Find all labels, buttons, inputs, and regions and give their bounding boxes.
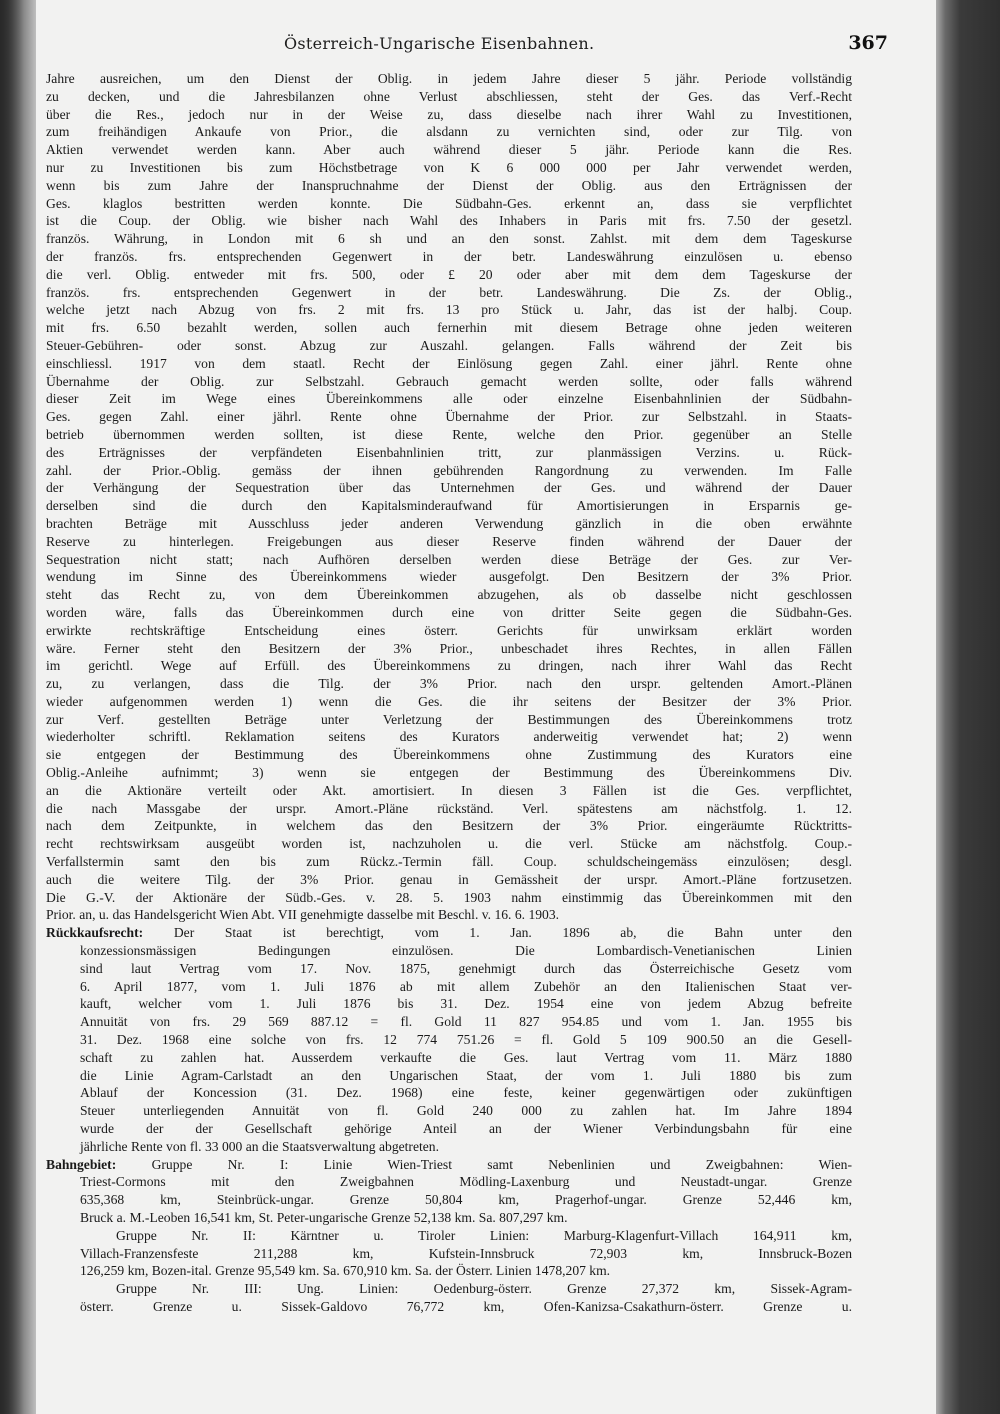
text-line: Oblig.-Anleihe aufnimmt; 3) wenn sie entgegen der Bestimmung des Übereinkommens Div. — [46, 765, 852, 781]
section-priority-bonds — [46, 70, 852, 924]
text-line: wurde der der Gesellschaft gehörige Anteil an der Wiener Verbindungsbahn für eine — [80, 1121, 852, 1137]
text-line: schaft zu zahlen hat. Ausserdem verkaufte die Ges. laut Vertrag vom 11. März 1880 — [80, 1049, 852, 1065]
document-page — [36, 0, 936, 1414]
text-line: erwirkte rechtskräftige Entscheidung eines österr. Gerichts für unwirksam erklärt worden — [46, 622, 852, 638]
text-line: zahl. der Prior.-Oblig. gemäss der ihnen gebührenden Rangordnung zu verwenden. Im Falle — [46, 462, 852, 478]
section-rueckkaufsrecht — [46, 924, 852, 1155]
text-line: französ. Währung, in London mit 6 sh und an den sonst. Zahlst. mit dem dem Tageskurse — [46, 231, 852, 247]
text-line: konzessionsmässigen Bedingungen einzulösen. Die Lombardisch-Venetianischen Linien — [80, 943, 852, 959]
text-line: mit frs. 6.50 bezahlt werden, sollen auch fernerhin mit diesem Betrage ohne jeden weiteren — [46, 320, 852, 336]
text-line: worden wäre, falls das Übereinkommen durch eine von dritter Seite gegen die Südbahn-Ges. — [46, 604, 852, 620]
text-line: Ges. klaglos bestritten werden konnte. Die Südbahn-Ges. erkennt an, dass sie verpflichtet — [46, 195, 852, 211]
text-line: nur zu Investitionen bis zum Höchstbetrage von K 6 000 000 per Jahr verwendet werden, — [46, 159, 852, 175]
section-bahngebiet — [46, 1156, 852, 1316]
text-line: an die Aktionäre verteilt oder Akt. amortisiert. In diesen 3 Fällen ist die Ges. verpflichtet, — [46, 782, 852, 798]
text-line: Reserve zu hinterlegen. Freigebungen aus dieser Reserve finden während der Dauer der — [46, 533, 852, 549]
binding-shadow — [0, 0, 40, 1414]
text-line: nach dem Zeitpunkte, in welchem das den Besitzern der 3% Prior. eingeräumte Rücktritts- — [46, 818, 852, 834]
text-line: die verl. Oblig. entweder mit frs. 500, oder £ 20 oder aber mit dem dem Tageskurse der — [46, 266, 852, 282]
text-line: welche jetzt nach Abzug von frs. 2 mit frs. 13 pro Stück u. Jahr, das ist der halbj. Coup. — [46, 302, 852, 318]
section-term: Bahngebiet: — [46, 1156, 117, 1172]
text-line: brachten Beträge mit Ausschluss jeder anderen Verwendung gänzlich in die oben erwähnte — [46, 515, 852, 531]
text-line: Jahre ausreichen, um den Dienst der Oblig. in jedem Jahre dieser 5 jähr. Periode vollständig — [46, 71, 852, 86]
text-line: Übernahme der Oblig. zur Selbstzahl. Gebrauch gemacht werden sollte, oder falls während — [46, 373, 852, 389]
text-line — [46, 1156, 852, 1174]
text-line: Aktien verwendet werden kann. Aber auch während dieser 5 jähr. Periode kann die Res. — [46, 142, 852, 158]
text-line: 6. April 1877, vom 1. Juli 1876 ab mit allem Zubehör an den Italienischen Staat ver- — [80, 978, 852, 994]
text-line: Die G.-V. der Aktionäre der Südb.-Ges. v. 28. 5. 1903 nahm einstimmig das Übereinkommen mit den — [46, 889, 852, 905]
text-line: Triest-Cormons mit den Zweigbahnen Mödling-Laxenburg und Neustadt-ungar. Grenze — [80, 1174, 852, 1190]
text-line: über die Res., jedoch nur in der Weise zu, dass dieselbe nach ihrer Wahl zu Investitionen, — [46, 106, 852, 122]
running-header — [36, 34, 936, 58]
text-line: Gruppe Nr. III: Ung. Linien: Oedenburg-österr. Grenze 27,372 km, Sissek-Agram- — [116, 1281, 852, 1297]
text-line: sie entgegen der Bestimmung des Übereinkommens ohne Zustimmung des Kurators eine — [46, 747, 852, 763]
text-line: Prior. an, u. das Handelsgericht Wien Abt. VII genehmigte dasselbe mit Beschl. v. 16. 6. 1903. — [46, 907, 560, 923]
section-text: Gruppe Nr. I: Linie Wien-Triest samt Nebenlinien und Zweigbahnen: Wien- — [151, 1156, 852, 1172]
text-line: Annuität von frs. 29 569 887.12 = fl. Gold 11 827 954.85 und vom 1. Jan. 1955 bis — [80, 1014, 852, 1030]
text-line: Ges. gegen Zahl. einer jährl. Rente ohne Übernahme der Prior. zur Selbstzahl. in Staats- — [46, 409, 852, 425]
text-line: kauft, welcher vom 1. Juli 1876 bis 31. Dez. 1954 eine von jedem Abzug befreite — [80, 996, 852, 1012]
text-line: Ablauf der Koncession (31. Dez. 1968) eine feste, keiner gegenwärtigen oder zukünftigen — [80, 1085, 852, 1101]
text-line: Gruppe Nr. II: Kärntner u. Tiroler Linien: Marburg-Klagenfurt-Villach 164,911 km, — [116, 1227, 852, 1243]
text-line — [46, 924, 852, 942]
text-line: steht das Recht zu, von dem Übereinkommen abzugehen, als ob dasselbe nicht geschlossen — [46, 587, 852, 603]
text-line: zum freihändigen Ankaufe von Prior., die alsdann zu vernichten sind, oder zur Tilg. von — [46, 124, 852, 140]
text-line: zu decken, und die Jahresbilanzen ohne Verlust abschliessen, steht der Ges. das Verf.-Recht — [46, 88, 852, 104]
text-line: zur Verf. gestellten Beträge unter Verletzung der Bestimmungen des Übereinkommens trotz — [46, 711, 852, 727]
text-line: 635,368 km, Steinbrück-ungar. Grenze 50,804 km, Pragerhof-ungar. Grenze 52,446 km, — [80, 1192, 852, 1208]
running-title: Österreich-Ungarische Eisenbahnen. — [284, 34, 595, 53]
text-line: Steuer-Gebühren- oder sonst. Abzug zur Auszahl. gelangen. Falls während der Zeit bis — [46, 337, 852, 353]
text-line: die nach Massgabe der urspr. Amort.-Pläne rückständ. Verl. spätestens am nächstfolg. 1. 12. — [46, 800, 852, 816]
text-line: wiederholter schriftl. Reklamation seitens des Kurators anderweitig verwendet hat; 2) wenn — [46, 729, 852, 745]
text-line: dieser Zeit im Wege eines Übereinkommens alle oder einzelne Eisenbahnlinien der Südbahn- — [46, 391, 852, 407]
text-line: die Linie Agram-Carlstadt an den Ungarischen Staat, der vom 1. Juli 1880 bis zum — [80, 1067, 852, 1083]
text-line: 126,259 km, Bozen-ital. Grenze 95,549 km. Sa. 670,910 km. Sa. der Österr. Linien 1478,207 km. — [80, 1263, 611, 1279]
text-line: französ. frs. entsprechenden Gegenwert in der betr. Landeswährung. Die Zs. der Oblig., — [46, 284, 852, 300]
text-line: zu, zu verlangen, dass die Tilg. der 3% Prior. nach den urspr. geltenden Amort.-Plänen — [46, 676, 852, 692]
section-text: Der Staat ist berechtigt, vom 1. Jan. 1896 ab, die Bahn unter den — [173, 925, 852, 941]
text-line: wendung im Sinne des Übereinkommens wieder ausgefolgt. Den Besitzern der 3% Prior. — [46, 569, 852, 585]
text-line: der Verhängung der Sequestration über das Unternehmen der Ges. und während der Dauer — [46, 480, 852, 496]
text-line: Bruck a. M.-Leoben 16,541 km, St. Peter-ungarische Grenze 52,138 km. Sa. 807,297 km. — [80, 1210, 568, 1225]
text-line: wenn bis zum Jahre der Inanspruchnahme der Dienst der Oblig. aus den Erträgnissen der — [46, 177, 852, 193]
text-line: Sequestration nicht statt; nach Aufhören derselben werden diese Beträge der Ges. zur Ver- — [46, 551, 852, 567]
text-line: der französ. frs. entsprechenden Gegenwert in der betr. Landeswährung einzulösen u. ebenso — [46, 248, 852, 264]
text-line: Steuer unterliegenden Annuität von fl. Gold 240 000 zu zahlen hat. Im Jahre 1894 — [80, 1103, 852, 1119]
text-line: recht rechtswirksam ausgeübt worden ist, nachzuholen u. die verl. Stücke am nächstfolg. Coup.- — [46, 836, 852, 852]
text-line: Villach-Franzensfeste 211,288 km, Kufstein-Innsbruck 72,903 km, Innsbruck-Bozen — [80, 1245, 852, 1261]
text-line: 31. Dez. 1968 eine solche von frs. 12 774 751.26 = fl. Gold 5 109 900.50 an die Gesell- — [80, 1032, 852, 1048]
body-text — [46, 70, 852, 1316]
text-line: im gerichtl. Wege auf Erfüll. des Übereinkommens zu dringen, nach ihrer Wahl das Recht — [46, 658, 852, 674]
text-line: des Erträgnisses der verpfändeten Eisenbahnlinien tritt, zur planmässigen Verzins. u. Rück- — [46, 444, 852, 460]
text-line: derselben sind die durch den Kapitalsminderaufwand für Amortisierungen in Ersparnis ge- — [46, 498, 852, 514]
page-number: 367 — [848, 32, 888, 54]
section-term: Rückkaufsrecht: — [46, 925, 144, 941]
text-line: einschliessl. 1917 von dem staatl. Recht der Einlösung gegen Zahl. einer jährl. Rente ohne — [46, 355, 852, 371]
text-line: wäre. Ferner steht den Besitzern der 3% Prior., unbeschadet ihres Rechtes, in allen Fällen — [46, 640, 852, 656]
text-line: ist die Coup. der Oblig. wie bisher nach Wahl des Inhabers in Paris mit frs. 7.50 der gesetzl. — [46, 213, 852, 229]
text-line: Verfallstermin samt den bis zum Rückz.-Termin fäll. Coup. schuldscheingemäss einzulösen; desgl. — [46, 854, 852, 870]
text-line: wieder aufgenommen werden 1) wenn die Ges. die ihr seitens der Besitzer der 3% Prior. — [46, 693, 852, 709]
text-line: auch die weitere Tilg. der 3% Prior. genau in Gemässheit der urspr. Amort.-Pläne fortzusetzen. — [46, 871, 852, 887]
text-line: österr. Grenze u. Sissek-Galdovo 76,772 km, Ofen-Kanizsa-Csakathurn-österr. Grenze u. — [80, 1298, 852, 1314]
text-line: jährliche Rente von fl. 33 000 an die Staatsverwaltung abgetreten. — [80, 1138, 439, 1154]
text-line: sind laut Vertrag vom 17. Nov. 1875, genehmigt durch das Österreichische Gesetz vom — [80, 960, 852, 976]
text-line: betrieb übernommen werden sollten, ist diese Rente, welche den Prior. gegenüber an Stelle — [46, 426, 852, 442]
